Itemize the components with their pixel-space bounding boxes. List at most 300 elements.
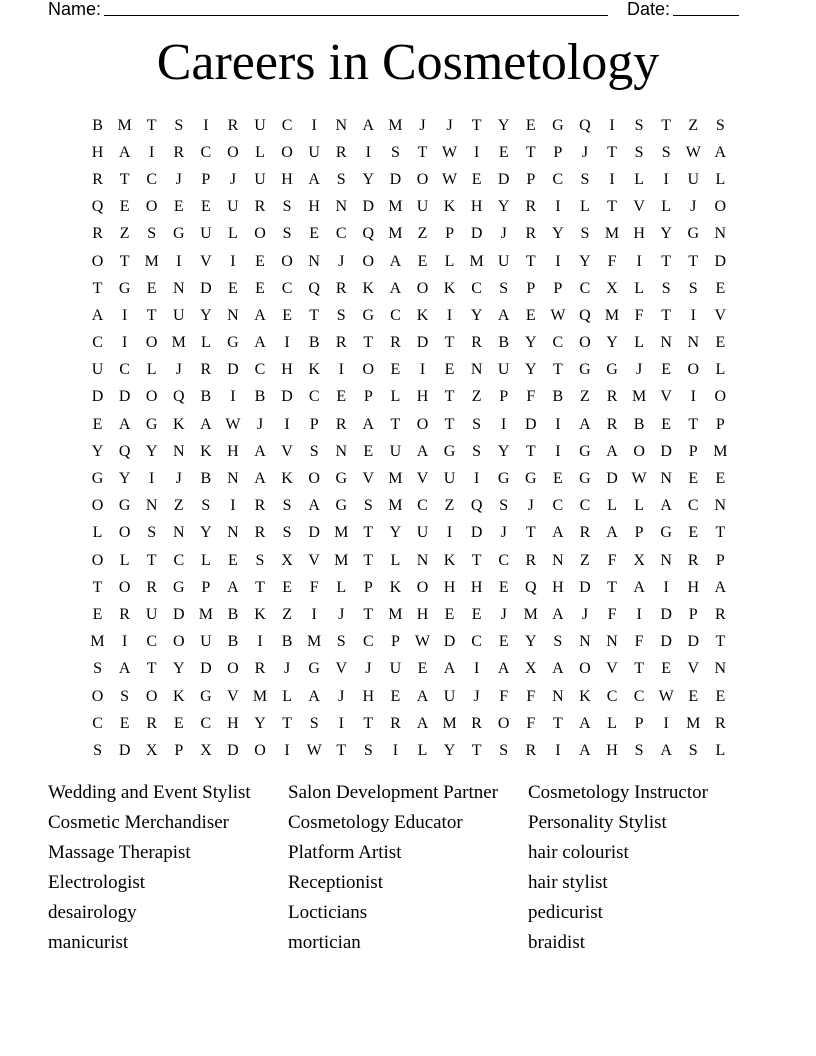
- grid-letter: E: [715, 470, 726, 488]
- grid-letter: P: [363, 388, 373, 406]
- grid-letter: L: [390, 551, 401, 569]
- grid-letter: A: [579, 415, 591, 433]
- grid-letter: M: [686, 714, 701, 732]
- grid-letter: P: [526, 170, 536, 188]
- grid-letter: H: [443, 578, 456, 596]
- grid-letter: N: [552, 687, 564, 705]
- word-list-item: Wedding and Event Stylist: [48, 782, 251, 803]
- grid-letter: Y: [172, 660, 185, 678]
- grid-letter: S: [499, 279, 509, 297]
- grid-letter: Y: [200, 524, 212, 542]
- grid-letter: R: [579, 524, 591, 542]
- grid-letter: R: [606, 388, 618, 406]
- grid-letter: I: [636, 605, 642, 623]
- grid-letter: C: [335, 225, 347, 243]
- grid-letter: D: [308, 524, 320, 542]
- grid-letter: A: [660, 497, 672, 515]
- grid-letter: L: [200, 551, 211, 569]
- grid-letter: Z: [580, 388, 590, 406]
- grid-letter: S: [688, 279, 698, 297]
- grid-letter: L: [228, 225, 238, 243]
- grid-letter: M: [523, 605, 538, 623]
- grid-letter: E: [715, 334, 726, 352]
- grid-letter: R: [92, 170, 103, 188]
- grid-letter: A: [254, 306, 266, 324]
- grid-letter: A: [308, 497, 320, 515]
- grid-letter: Y: [497, 198, 510, 216]
- grid-letter: L: [634, 170, 644, 188]
- grid-letter: H: [416, 388, 429, 406]
- grid-letter: Z: [471, 388, 482, 406]
- grid-row: [84, 166, 734, 193]
- grid-letter: T: [552, 361, 563, 379]
- grid-letter: S: [336, 633, 346, 651]
- grid-letter: S: [120, 687, 130, 705]
- grid-letter: Y: [525, 633, 537, 651]
- grid-letter: P: [634, 714, 644, 732]
- grid-letter: M: [388, 198, 403, 216]
- grid-letter: S: [309, 442, 319, 460]
- grid-letter: T: [146, 306, 157, 324]
- grid-letter: J: [338, 252, 345, 270]
- grid-letter: Q: [118, 442, 131, 460]
- grid-letter: J: [500, 605, 507, 623]
- grid-letter: O: [362, 361, 375, 379]
- grid-letter: S: [201, 497, 211, 515]
- word-list-item: Salon Development Partner: [288, 782, 499, 803]
- grid-letter: U: [200, 633, 212, 651]
- grid-letter: G: [200, 687, 212, 705]
- grid-letter: E: [552, 470, 563, 488]
- grid-row: [84, 357, 734, 384]
- grid-letter: F: [309, 578, 319, 596]
- grid-letter: A: [416, 442, 429, 460]
- grid-letter: T: [471, 551, 482, 569]
- grid-letter: E: [282, 306, 292, 324]
- grid-letter: I: [338, 361, 344, 379]
- grid-letter: E: [688, 687, 699, 705]
- grid-letter: G: [687, 225, 700, 243]
- grid-letter: L: [715, 170, 726, 188]
- grid-letter: P: [634, 524, 644, 542]
- grid-letter: T: [146, 551, 157, 569]
- grid-letter: D: [687, 633, 700, 651]
- grid-letter: U: [254, 170, 266, 188]
- grid-letter: S: [363, 497, 373, 515]
- grid-letter: Y: [660, 225, 672, 243]
- grid-letter: O: [118, 578, 131, 596]
- word-search-grid: [84, 112, 734, 765]
- grid-letter: T: [92, 279, 103, 297]
- grid-letter: O: [145, 198, 158, 216]
- grid-row: [84, 683, 734, 710]
- grid-letter: T: [471, 116, 482, 134]
- grid-letter: B: [552, 388, 564, 406]
- grid-letter: N: [335, 198, 348, 216]
- grid-letter: R: [335, 279, 347, 297]
- grid-letter: U: [687, 170, 700, 188]
- grid-letter: V: [335, 660, 348, 678]
- grid-letter: S: [255, 551, 265, 569]
- grid-letter: G: [118, 279, 131, 297]
- grid-letter: T: [309, 306, 320, 324]
- grid-letter: Z: [119, 225, 130, 243]
- grid-letter: B: [633, 415, 645, 433]
- grid-row: [84, 656, 734, 683]
- grid-letter: Q: [525, 578, 537, 596]
- grid-letter: A: [606, 524, 618, 542]
- grid-letter: C: [119, 361, 130, 379]
- grid-letter: N: [145, 497, 158, 515]
- grid-letter: G: [172, 225, 185, 243]
- grid-letter: U: [416, 198, 429, 216]
- grid-letter: G: [525, 470, 537, 488]
- grid-letter: R: [525, 741, 537, 759]
- grid-letter: W: [442, 143, 458, 161]
- grid-letter: Y: [470, 306, 483, 324]
- grid-letter: U: [389, 660, 402, 678]
- grid-letter: T: [661, 306, 672, 324]
- word-list-item: Receptionist: [288, 872, 383, 893]
- grid-letter: W: [306, 741, 322, 759]
- name-blank-line: [104, 15, 608, 16]
- grid-letter: A: [91, 306, 104, 324]
- word-list-item: Locticians: [288, 902, 368, 923]
- grid-letter: F: [526, 714, 536, 732]
- word-list-item: Platform Artist: [288, 842, 402, 863]
- grid-letter: I: [663, 578, 669, 596]
- grid-letter: S: [147, 524, 157, 542]
- grid-letter: I: [230, 388, 236, 406]
- grid-letter: I: [690, 388, 696, 406]
- grid-letter: E: [228, 279, 238, 297]
- grid-letter: I: [121, 306, 128, 324]
- grid-letter: A: [118, 660, 131, 678]
- grid-row: [84, 194, 734, 221]
- grid-letter: C: [362, 633, 374, 651]
- grid-letter: R: [335, 334, 347, 352]
- grid-letter: R: [715, 714, 726, 732]
- grid-letter: O: [416, 415, 429, 433]
- grid-letter: E: [173, 714, 184, 732]
- grid-letter: V: [200, 252, 212, 270]
- grid-letter: R: [254, 524, 266, 542]
- grid-letter: S: [147, 225, 157, 243]
- grid-letter: C: [92, 714, 103, 732]
- grid-letter: A: [200, 415, 212, 433]
- grid-letter: L: [634, 497, 644, 515]
- grid-letter: J: [419, 116, 426, 134]
- grid-letter: N: [172, 442, 185, 460]
- grid-letter: S: [93, 660, 102, 678]
- grid-letter: E: [92, 415, 103, 433]
- grid-letter: N: [660, 470, 672, 488]
- grid-letter: J: [581, 605, 589, 623]
- grid-letter: J: [446, 116, 453, 134]
- grid-letter: J: [527, 497, 534, 515]
- grid-letter: L: [661, 198, 672, 216]
- grid-letter: O: [145, 687, 158, 705]
- grid-letter: F: [607, 605, 617, 623]
- grid-letter: S: [336, 170, 346, 188]
- grid-letter: Q: [172, 388, 185, 406]
- grid-letter: R: [254, 497, 266, 515]
- grid-letter: P: [499, 388, 509, 406]
- grid-letter: E: [417, 660, 428, 678]
- grid-letter: M: [604, 306, 620, 324]
- grid-letter: I: [365, 143, 371, 161]
- grid-letter: M: [469, 252, 484, 270]
- grid-letter: P: [201, 170, 211, 188]
- grid-letter: D: [470, 225, 483, 243]
- grid-letter: L: [634, 279, 644, 297]
- grid-letter: V: [227, 687, 239, 705]
- grid-letter: F: [526, 388, 536, 406]
- grid-letter: I: [121, 334, 128, 352]
- grid-letter: D: [362, 198, 375, 216]
- grid-letter: I: [392, 741, 399, 759]
- grid-letter: P: [553, 279, 563, 297]
- grid-letter: I: [555, 198, 561, 216]
- grid-letter: C: [254, 361, 266, 379]
- grid-letter: G: [579, 442, 591, 460]
- grid-letter: E: [173, 198, 184, 216]
- grid-letter: R: [227, 116, 239, 134]
- grid-letter: E: [255, 252, 265, 270]
- grid-letter: A: [552, 524, 564, 542]
- grid-letter: V: [660, 388, 672, 406]
- grid-letter: Y: [552, 225, 564, 243]
- grid-letter: E: [444, 605, 455, 623]
- grid-letter: O: [118, 524, 131, 542]
- grid-letter: G: [227, 334, 239, 352]
- grid-letter: O: [579, 334, 591, 352]
- grid-letter: U: [172, 306, 185, 324]
- grid-letter: H: [470, 578, 483, 596]
- grid-letter: B: [227, 605, 239, 623]
- grid-letter: O: [91, 497, 104, 515]
- grid-letter: U: [443, 687, 456, 705]
- grid-letter: P: [715, 551, 725, 569]
- grid-letter: Y: [497, 442, 510, 460]
- grid-letter: G: [552, 116, 564, 134]
- grid-letter: U: [416, 524, 429, 542]
- grid-letter: M: [713, 442, 728, 460]
- grid-letter: K: [308, 361, 320, 379]
- grid-letter: W: [631, 470, 647, 488]
- grid-letter: K: [200, 442, 212, 460]
- grid-letter: Q: [308, 279, 320, 297]
- grid-letter: K: [362, 279, 375, 297]
- grid-letter: I: [311, 116, 317, 134]
- grid-letter: J: [175, 170, 182, 188]
- grid-letter: A: [362, 415, 375, 433]
- grid-letter: T: [417, 143, 428, 161]
- grid-letter: T: [688, 415, 699, 433]
- grid-letter: Y: [254, 714, 266, 732]
- grid-letter: B: [227, 633, 239, 651]
- grid-letter: B: [200, 470, 212, 488]
- grid-letter: M: [388, 225, 403, 243]
- grid-letter: Y: [362, 170, 375, 188]
- grid-letter: E: [336, 388, 347, 406]
- grid-letter: Y: [525, 334, 537, 352]
- grid-letter: Z: [173, 497, 184, 515]
- grid-letter: N: [714, 660, 727, 678]
- grid-letter: S: [661, 143, 671, 161]
- grid-letter: P: [363, 578, 373, 596]
- grid-letter: O: [416, 279, 429, 297]
- grid-letter: A: [660, 741, 672, 759]
- grid-letter: E: [363, 442, 374, 460]
- grid-letter: D: [227, 741, 239, 759]
- grid-letter: U: [91, 361, 104, 379]
- grid-letter: D: [389, 170, 402, 188]
- word-list-item: Cosmetic Merchandiser: [48, 812, 229, 833]
- grid-letter: T: [661, 252, 672, 270]
- grid-letter: A: [633, 578, 645, 596]
- grid-letter: O: [91, 252, 104, 270]
- grid-letter: H: [362, 687, 375, 705]
- word-list-item: Massage Therapist: [48, 842, 191, 863]
- grid-letter: R: [119, 605, 130, 623]
- grid-letter: W: [550, 306, 566, 324]
- grid-letter: S: [282, 497, 292, 515]
- grid-letter: I: [149, 470, 155, 488]
- word-list-item: manicurist: [48, 932, 129, 953]
- grid-letter: N: [714, 225, 727, 243]
- grid-letter: C: [552, 497, 564, 515]
- grid-letter: S: [688, 741, 698, 759]
- grid-letter: E: [309, 225, 320, 243]
- grid-letter: I: [419, 361, 426, 379]
- grid-letter: S: [336, 306, 346, 324]
- grid-letter: N: [579, 633, 591, 651]
- grid-letter: T: [363, 334, 374, 352]
- grid-letter: R: [525, 198, 537, 216]
- grid-letter: S: [553, 633, 563, 651]
- grid-letter: S: [580, 225, 590, 243]
- word-list-item: Cosmetology Educator: [288, 812, 463, 833]
- grid-letter: X: [281, 551, 293, 569]
- grid-letter: H: [470, 198, 483, 216]
- grid-letter: I: [473, 470, 480, 488]
- word-list-item: hair stylist: [528, 872, 608, 893]
- grid-row: [84, 629, 734, 656]
- grid-letter: E: [525, 116, 536, 134]
- grid-row: [84, 520, 734, 547]
- grid-letter: J: [500, 225, 507, 243]
- grid-letter: Y: [91, 442, 104, 460]
- grid-letter: O: [281, 252, 293, 270]
- grid-letter: D: [525, 415, 537, 433]
- grid-letter: N: [172, 524, 185, 542]
- grid-letter: R: [335, 143, 347, 161]
- grid-letter: Y: [579, 252, 591, 270]
- grid-letter: E: [661, 660, 672, 678]
- grid-letter: H: [687, 578, 700, 596]
- grid-row: [84, 493, 734, 520]
- grid-letter: I: [284, 334, 290, 352]
- grid-letter: I: [636, 252, 642, 270]
- grid-letter: M: [90, 633, 105, 651]
- grid-letter: C: [281, 116, 293, 134]
- grid-letter: J: [365, 660, 372, 678]
- grid-letter: X: [200, 741, 212, 759]
- grid-letter: G: [145, 415, 158, 433]
- grid-letter: B: [92, 116, 103, 134]
- grid-letter: I: [473, 660, 480, 678]
- grid-letter: E: [688, 524, 699, 542]
- grid-letter: T: [525, 524, 536, 542]
- grid-letter: R: [715, 605, 726, 623]
- word-list-item: desairology: [48, 902, 137, 923]
- grid-letter: K: [172, 415, 185, 433]
- name-label: Name:: [48, 0, 102, 19]
- grid-letter: Y: [606, 334, 618, 352]
- grid-letter: E: [525, 306, 536, 324]
- grid-letter: I: [284, 741, 290, 759]
- grid-letter: D: [714, 252, 727, 270]
- grid-letter: X: [525, 660, 537, 678]
- grid-letter: D: [660, 442, 672, 460]
- grid-letter: X: [606, 279, 618, 297]
- grid-letter: C: [92, 334, 103, 352]
- grid-letter: I: [690, 306, 696, 324]
- grid-letter: D: [200, 279, 212, 297]
- grid-letter: G: [308, 660, 320, 678]
- grid-letter: E: [282, 578, 292, 596]
- date-label: Date:: [627, 0, 671, 19]
- grid-letter: O: [91, 687, 104, 705]
- grid-letter: I: [338, 714, 344, 732]
- grid-letter: T: [92, 578, 103, 596]
- grid-letter: I: [663, 714, 669, 732]
- grid-letter: H: [552, 578, 564, 596]
- grid-letter: A: [416, 687, 429, 705]
- grid-letter: Y: [145, 442, 158, 460]
- grid-letter: O: [633, 442, 645, 460]
- grid-letter: Q: [91, 198, 104, 216]
- grid-letter: A: [714, 143, 727, 161]
- grid-letter: E: [119, 714, 130, 732]
- grid-letter: B: [308, 334, 320, 352]
- grid-letter: O: [227, 660, 239, 678]
- grid-letter: D: [200, 660, 212, 678]
- grid-letter: V: [308, 551, 320, 569]
- grid-letter: S: [499, 497, 509, 515]
- worksheet-header: [0, 0, 816, 21]
- grid-letter: O: [145, 388, 158, 406]
- grid-letter: U: [443, 470, 456, 488]
- grid-letter: O: [145, 334, 158, 352]
- grid-letter: Z: [444, 497, 455, 515]
- grid-letter: V: [687, 660, 700, 678]
- grid-row: [84, 438, 734, 465]
- grid-letter: G: [335, 497, 348, 515]
- grid-letter: W: [225, 415, 241, 433]
- grid-letter: I: [555, 442, 561, 460]
- grid-letter: N: [606, 633, 618, 651]
- grid-letter: G: [579, 361, 591, 379]
- grid-letter: L: [92, 524, 103, 542]
- grid-letter: L: [146, 361, 157, 379]
- grid-letter: N: [687, 334, 700, 352]
- grid-letter: G: [497, 470, 510, 488]
- grid-letter: S: [715, 116, 725, 134]
- grid-row: [84, 574, 734, 601]
- grid-letter: F: [607, 252, 617, 270]
